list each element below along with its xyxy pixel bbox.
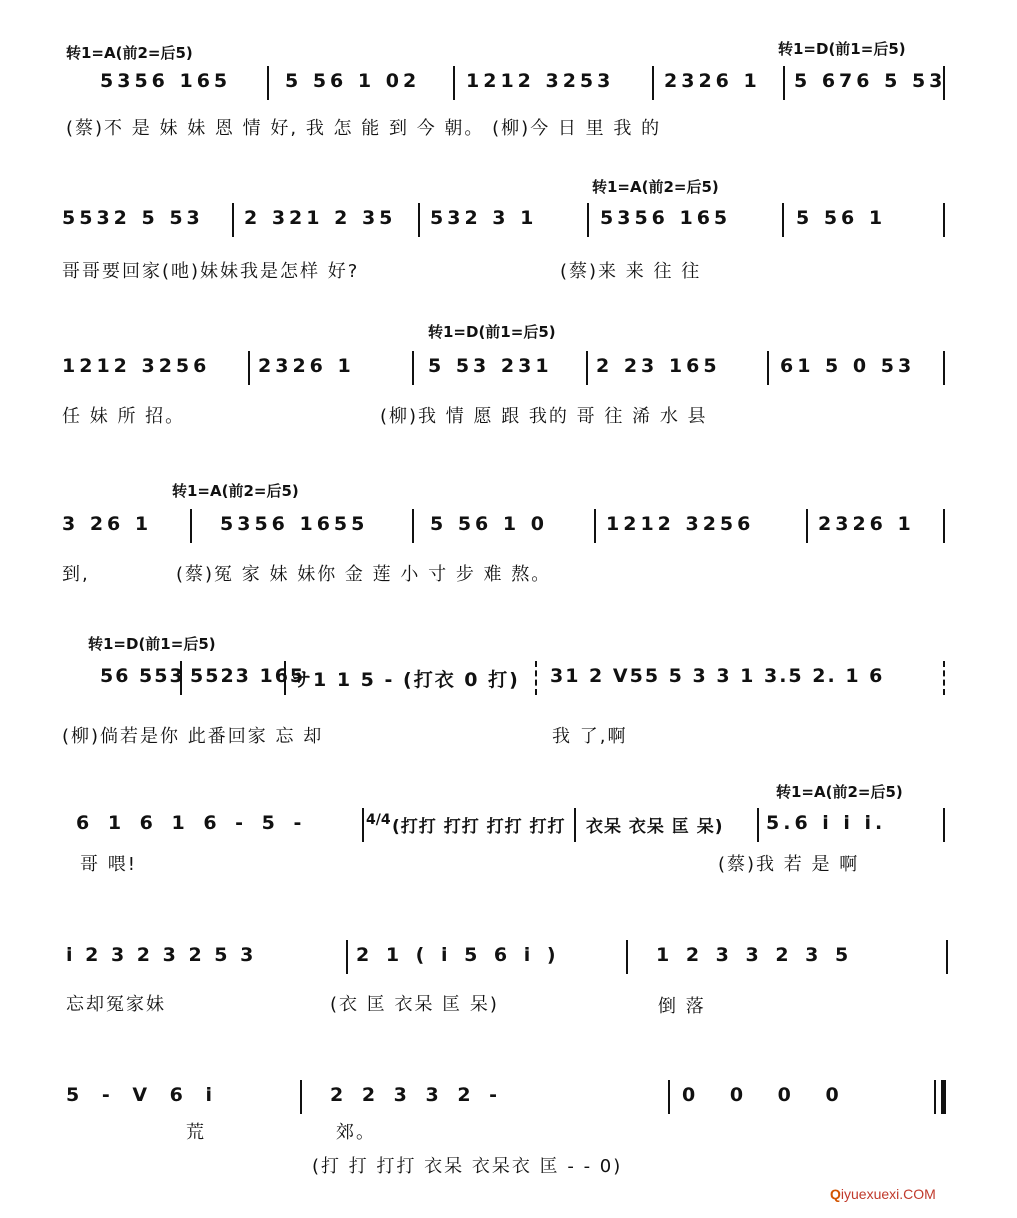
bar-line [806,509,808,543]
measure: 0 0 0 0 [682,1084,853,1106]
measure: 2 23 165 [596,355,721,377]
modulation-label: 转1=A(前2=后5) [592,178,719,196]
measure: 5.6 i i i. [766,812,887,834]
measure: 5 56 1 0 [430,513,548,535]
lyric-line: (蔡)冤 家 妹 妹你 金 莲 小 寸 步 难 熬。 [176,564,552,585]
measure: 1212 3256 [606,513,755,535]
bar-line [248,351,250,385]
measure: 5 676 5 53 [794,70,947,92]
lyric-line: (柳)倘若是你 此番回家 忘 却 [62,726,324,747]
lyric-line: 郊。 [336,1122,376,1143]
lyric-line: (蔡)来 来 往 往 [560,261,702,282]
measure: 5356 1655 [220,513,369,535]
dashed-bar-line [535,661,537,695]
measure: 2 321 2 35 [244,207,397,229]
modulation-label: 转1=A(前2=后5) [66,44,193,62]
lyric-line: 哥哥要回家(吔)妹妹我是怎样 好? [62,261,360,282]
measure: 1212 3256 [62,355,211,377]
bar-line [574,808,576,842]
watermark-suffix: .COM [899,1186,936,1202]
measure: 5356 165 [600,207,732,229]
measure: 5523 165 [190,665,306,687]
bar-line [346,940,348,974]
bar-line [767,351,769,385]
bar-line [418,203,420,237]
measure: 6 1 6 1 6 - 5 - [76,812,308,834]
final-bar-line-thin [934,1080,936,1114]
bar-line [946,940,948,974]
lyric-line: (打 打 打打 衣呆 衣呆衣 匡 - - 0) [312,1156,623,1177]
lyric-line: 倒 落 [658,996,706,1017]
lyric-line: 我 了,啊 [552,726,628,747]
modulation-label: 转1=D(前1=后5) [778,40,906,58]
measure: 2326 1 [664,70,761,92]
measure: (打打 打打 打打 打打 [392,817,566,837]
modulation-label: 转1=D(前1=后5) [88,635,216,653]
bar-line [412,351,414,385]
measure: 31 2 V55 5 3 3 1 3.5 2. 1 6 [550,665,885,687]
measure: 1 2 3 3 2 3 5 [656,944,854,966]
measure: 3 26 1 [62,513,153,535]
measure: 5 - V 6 i [66,1084,221,1106]
measure: 1212 3253 [466,70,615,92]
measure: 532 3 1 [430,207,538,229]
final-bar-line-thick [941,1080,946,1114]
lyric-line: (蔡)我 若 是 啊 [718,854,860,875]
watermark-prefix: Q [830,1186,841,1202]
dashed-bar-line [943,661,945,695]
lyric-line: 忘却冤家妹 [66,994,166,1015]
measure: サ1 1 5 - (打衣 0 打) [292,669,520,691]
bar-line [412,509,414,543]
bar-line [586,351,588,385]
bar-line [757,808,759,842]
bar-line [626,940,628,974]
lyric-line: 荒 [186,1122,206,1143]
measure: 2326 1 [818,513,915,535]
lyric-line: (蔡)不 是 妹 妹 恩 情 好, 我 怎 能 到 今 朝。 (柳)今 日 里 我 的 [66,118,662,139]
measure: 衣呆 衣呆 匡 呆) [586,817,724,837]
bar-line [190,509,192,543]
bar-line [943,351,945,385]
lyric-line: 哥 喂! [80,854,137,875]
measure: 56 553 [100,665,185,687]
measure: 5356 165 [100,70,232,92]
measure: 2 2 3 3 2 - [330,1084,504,1106]
modulation-label: 转1=D(前1=后5) [428,323,556,341]
lyric-line: (衣 匡 衣呆 匡 呆) [330,994,499,1015]
bar-line [943,808,945,842]
bar-line [362,808,364,842]
lyric-line: 任 妹 所 招。 [62,406,186,427]
time-signature: 4/4 [366,812,391,828]
bar-line [668,1080,670,1114]
bar-line [782,203,784,237]
bar-line [587,203,589,237]
measure: 61 5 0 53 [780,355,916,377]
measure: i 2 3 2 3 2 5 3 [66,944,257,966]
bar-line [300,1080,302,1114]
bar-line [232,203,234,237]
measure: 5 56 1 [796,207,887,229]
lyric-line: 到, [62,564,90,585]
measure: 5 56 1 02 [285,70,421,92]
modulation-label: 转1=A(前2=后5) [776,783,903,801]
bar-line [267,66,269,100]
bar-line [783,66,785,100]
bar-line [943,509,945,543]
lyric-line: (柳)我 情 愿 跟 我的 哥 往 浠 水 县 [380,406,708,427]
bar-line [943,203,945,237]
modulation-label: 转1=A(前2=后5) [172,482,299,500]
measure: 5 53 231 [428,355,553,377]
measure: 2 1 ( i 5 6 i ) [356,944,561,966]
measure: 5532 5 53 [62,207,204,229]
watermark [830,1186,936,1202]
bar-line [652,66,654,100]
watermark-text: iyuexuexi [840,1186,900,1202]
bar-line [594,509,596,543]
measure: 2326 1 [258,355,355,377]
bar-line [453,66,455,100]
